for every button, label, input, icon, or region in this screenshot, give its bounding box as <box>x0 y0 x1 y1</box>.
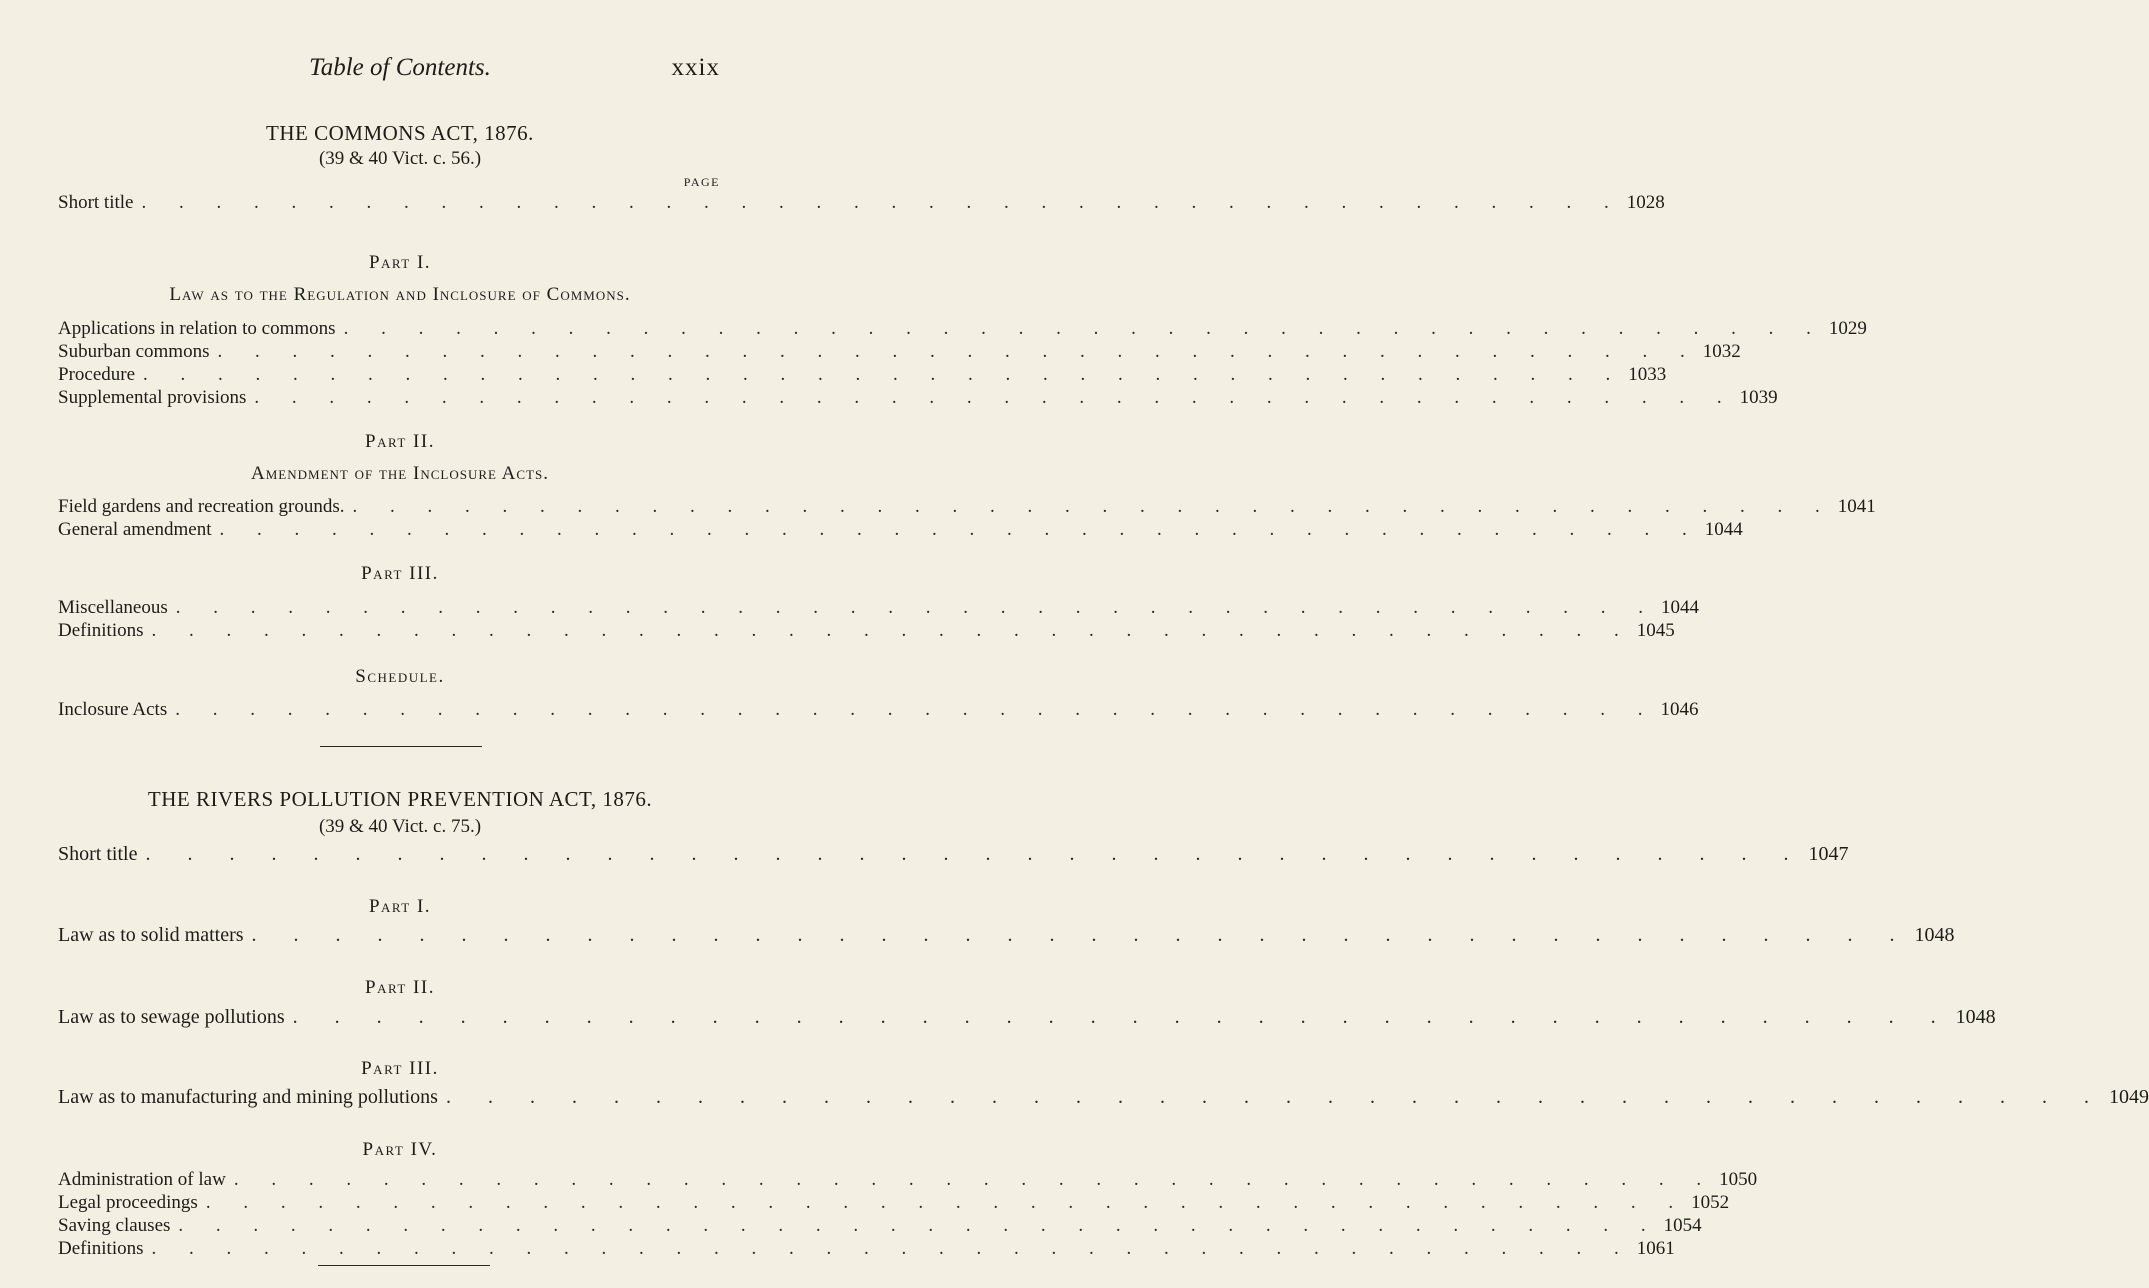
toc-entry-label: Law as to manufacturing and mining pollutions <box>58 1086 438 1108</box>
toc-entry-label: Procedure <box>58 364 136 385</box>
part-heading: Part I. <box>368 252 432 273</box>
dot-leader: . . . . . . . . . . . . . . . . . . . . . . . . . . . . . . . . . . . . . . . . <box>151 620 1633 641</box>
part-heading: Part III. <box>361 1058 439 1079</box>
toc-entry-label: Supplemental provisions <box>58 387 247 408</box>
dot-leader: . . . . . . . . . . . . . . . . . . . . . . . . . . . . . . . . . . . . . . . . <box>352 496 1834 517</box>
section-divider <box>320 746 482 747</box>
toc-entry-page: 1041 <box>1837 496 1876 517</box>
toc-entry <box>58 924 1955 950</box>
toc-entry-page: 1044 <box>1704 519 1743 540</box>
toc-entry-page: 1045 <box>1636 620 1675 641</box>
part-heading: Part III. <box>361 563 439 584</box>
part-heading: Part II. <box>365 431 435 452</box>
toc-entry-page: 1052 <box>1691 1192 1730 1213</box>
toc-entry-label: Suburban commons <box>58 341 210 362</box>
toc-entry-page: 1039 <box>1739 387 1778 408</box>
toc-entry-label: Legal proceedings <box>58 1192 198 1213</box>
part-heading: Part IV. <box>362 1139 438 1160</box>
page-column-label: PAGE <box>683 175 720 189</box>
dot-leader: . . . . . . . . . . . . . . . . . . . . . . . . . . . . . . . . . . . . . . . . <box>175 699 1657 720</box>
toc-entry <box>58 1086 2149 1112</box>
section-divider <box>318 1265 490 1266</box>
dot-leader: . . . . . . . . . . . . . . . . . . . . . . . . . . . . . . . . . . . . . . . . <box>178 1215 1660 1236</box>
toc-entry-label: Law as to solid matters <box>58 924 244 946</box>
toc-entry-label: Inclosure Acts <box>58 699 168 720</box>
dot-leader: . . . . . . . . . . . . . . . . . . . . . . . . . . . . . . . . . . . . . . . . <box>145 843 1805 865</box>
toc-entry-page: 1046 <box>1660 699 1699 720</box>
act-citation: (39 & 40 Vict. c. 56.) <box>318 148 482 169</box>
toc-entry-label: Definitions <box>58 1238 144 1259</box>
part-subheading: Law as to the Regulation and Inclosure of Commons. <box>169 284 631 305</box>
toc-entry-page: 1054 <box>1663 1215 1702 1236</box>
dot-leader: . . . . . . . . . . . . . . . . . . . . . . . . . . . . . . . . . . . . . . . . <box>445 1086 2105 1108</box>
toc-entry <box>58 1006 1996 1032</box>
toc-entry <box>58 620 1675 646</box>
dot-leader: . . . . . . . . . . . . . . . . . . . . . . . . . . . . . . . . . . . . . . . . <box>233 1169 1716 1190</box>
dot-leader: . . . . . . . . . . . . . . . . . . . . . . . . . . . . . . . . . . . . . . . . <box>343 318 1825 339</box>
toc-entry <box>58 519 1743 545</box>
dot-leader: . . . . . . . . . . . . . . . . . . . . . . . . . . . . . . . . . . . . . . . . <box>205 1192 1688 1213</box>
page-number: xxix <box>671 54 720 81</box>
toc-entry <box>58 843 1849 869</box>
toc-entry-page: 1061 <box>1636 1238 1675 1259</box>
toc-entry-label: General amendment <box>58 519 212 540</box>
toc-entry <box>58 192 1665 218</box>
toc-entry-page: 1028 <box>1626 192 1665 213</box>
toc-entry-label: Applications in relation to commons <box>58 318 336 339</box>
toc-entry-page: 1044 <box>1661 597 1700 618</box>
toc-entry-page: 1048 <box>1914 924 1955 946</box>
toc-entry-label: Miscellaneous <box>58 597 168 618</box>
toc-entry-label: Field gardens and recreation grounds. <box>58 496 345 517</box>
toc-entry-label: Short title <box>58 843 138 865</box>
running-head-title: Table of Contents. <box>309 54 491 81</box>
toc-entry-label: Law as to sewage pollutions <box>58 1006 285 1028</box>
act-title: THE RIVERS POLLUTION PREVENTION ACT, 1876. <box>147 787 653 811</box>
toc-entry-page: 1047 <box>1808 843 1849 865</box>
toc-entry-page: 1032 <box>1702 341 1741 362</box>
toc-entry-page: 1048 <box>1955 1006 1996 1028</box>
act-title-hidden-anchor <box>0 1268 800 1269</box>
dot-leader: . . . . . . . . . . . . . . . . . . . . . . . . . . . . . . . . . . . . . . . . <box>254 387 1736 408</box>
dot-leader: . . . . . . . . . . . . . . . . . . . . . . . . . . . . . . . . . . . . . . . . <box>217 341 1699 362</box>
dot-leader: . . . . . . . . . . . . . . . . . . . . . . . . . . . . . . . . . . . . . . . . <box>219 519 1701 540</box>
toc-entry-page: 1050 <box>1719 1169 1758 1190</box>
toc-entry-label: Administration of law <box>58 1169 226 1190</box>
dot-leader: . . . . . . . . . . . . . . . . . . . . . . . . . . . . . . . . . . . . . . . . <box>141 192 1623 213</box>
toc-entry-label: Saving clauses <box>58 1215 171 1236</box>
act-citation: (39 & 40 Vict. c. 75.) <box>318 816 482 837</box>
toc-entry-label: Short title <box>58 192 134 213</box>
toc-entry-label: Definitions <box>58 620 144 641</box>
dot-leader: . . . . . . . . . . . . . . . . . . . . . . . . . . . . . . . . . . . . . . . . <box>175 597 1658 618</box>
schedule-heading: Schedule. <box>355 666 445 687</box>
toc-entry-page: 1033 <box>1628 364 1667 385</box>
part-heading: Part II. <box>365 977 435 998</box>
dot-leader: . . . . . . . . . . . . . . . . . . . . . . . . . . . . . . . . . . . . . . . . <box>151 1238 1633 1259</box>
toc-entry-page: 1029 <box>1828 318 1867 339</box>
toc-entry-page: 1049 <box>2108 1086 2149 1108</box>
toc-entry <box>58 699 1699 725</box>
toc-entry <box>58 387 1778 413</box>
part-subheading: Amendment of the Inclosure Acts. <box>251 463 549 484</box>
part-heading: Part I. <box>368 896 432 917</box>
dot-leader: . . . . . . . . . . . . . . . . . . . . . . . . . . . . . . . . . . . . . . . . <box>143 364 1625 385</box>
dot-leader: . . . . . . . . . . . . . . . . . . . . . . . . . . . . . . . . . . . . . . . . <box>251 924 1911 946</box>
dot-leader: . . . . . . . . . . . . . . . . . . . . . . . . . . . . . . . . . . . . . . . . <box>292 1006 1952 1028</box>
toc-entry <box>58 1238 1675 1264</box>
act-title: THE COMMONS ACT, 1876. <box>266 121 534 145</box>
